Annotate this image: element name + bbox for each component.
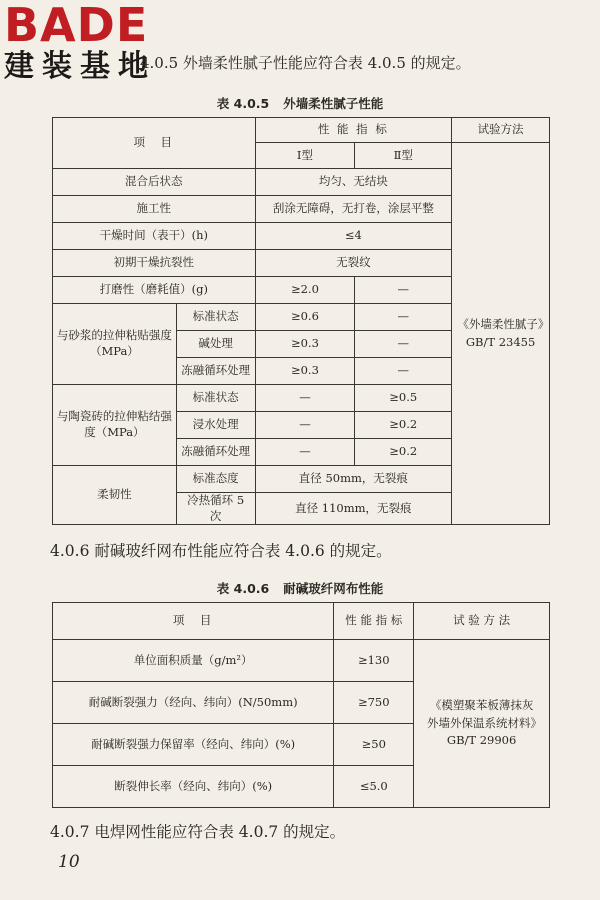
row-value: ≤4 bbox=[255, 223, 452, 250]
row-value: ≤5.0 bbox=[334, 766, 414, 808]
table-4-0-5 bbox=[52, 117, 550, 525]
header-item: 项 目 bbox=[53, 603, 334, 640]
header-type-1: Ⅰ型 bbox=[255, 143, 355, 169]
group-label: 柔韧性 bbox=[53, 466, 177, 525]
row-type-1: — bbox=[255, 412, 355, 439]
row-value: 刮涂无障碍，无打卷，涂层平整 bbox=[255, 196, 452, 223]
row-type-1: ≥0.3 bbox=[255, 331, 355, 358]
row-item: 初期干燥抗裂性 bbox=[53, 250, 256, 277]
row-type-2: — bbox=[355, 304, 452, 331]
row-value: ≥750 bbox=[334, 682, 414, 724]
row-type-2: ≥0.5 bbox=[355, 385, 452, 412]
row-value: 直径 50mm，无裂痕 bbox=[255, 466, 452, 493]
row-type-1: ≥0.6 bbox=[255, 304, 355, 331]
row-item: 单位面积质量（g/m²） bbox=[53, 640, 334, 682]
row-item: 干燥时间（表干）(h) bbox=[53, 223, 256, 250]
clause-4-0-5: 4.0.5 外墙柔性腻子性能应符合表 4.0.5 的规定。 bbox=[140, 54, 471, 72]
group-condition: 标准态度 bbox=[176, 466, 255, 493]
row-value: 无裂纹 bbox=[255, 250, 452, 277]
table-title: 耐碱玻纤网布性能 bbox=[283, 581, 384, 596]
group-condition: 标准状态 bbox=[176, 304, 255, 331]
page-number: 10 bbox=[58, 852, 80, 872]
header-indicator: 性 能 指 标 bbox=[334, 603, 414, 640]
row-item: 打磨性（磨耗值）(g) bbox=[53, 277, 256, 304]
test-method-cell: 《模塑聚苯板薄抹灰外墙外保温系统材料》GB/T 29906 bbox=[414, 640, 550, 808]
table-title: 外墙柔性腻子性能 bbox=[283, 96, 384, 111]
row-value: 均匀、无结块 bbox=[255, 169, 452, 196]
clause-4-0-7: 4.0.7 电焊网性能应符合表 4.0.7 的规定。 bbox=[50, 823, 346, 841]
group-label: 与砂浆的拉伸粘贴强度（MPa） bbox=[53, 304, 177, 385]
table-4-0-6 bbox=[52, 602, 550, 808]
group-condition: 冻融循环处理 bbox=[176, 358, 255, 385]
row-type-1: — bbox=[255, 439, 355, 466]
header-method: 试 验 方 法 bbox=[414, 603, 550, 640]
row-item: 耐碱断裂强力（经向、纬向）(N/50mm) bbox=[53, 682, 334, 724]
brand-logo bbox=[4, 2, 156, 84]
header-method: 试验方法 bbox=[452, 118, 550, 143]
group-condition: 冻融循环处理 bbox=[176, 439, 255, 466]
header-item: 项 目 bbox=[53, 118, 256, 169]
header-type-2: Ⅱ型 bbox=[355, 143, 452, 169]
row-type-1: ≥2.0 bbox=[255, 277, 355, 304]
row-type-2: ≥0.2 bbox=[355, 412, 452, 439]
logo-subtitle: 建装基地 bbox=[4, 49, 156, 84]
row-value: ≥50 bbox=[334, 724, 414, 766]
clause-4-0-6: 4.0.6 耐碱玻纤网布性能应符合表 4.0.6 的规定。 bbox=[50, 542, 392, 560]
row-item: 耐碱断裂强力保留率（经向、纬向）(%) bbox=[53, 724, 334, 766]
row-item: 混合后状态 bbox=[53, 169, 256, 196]
row-type-2: ≥0.2 bbox=[355, 439, 452, 466]
row-type-1: — bbox=[255, 385, 355, 412]
row-value: ≥130 bbox=[334, 640, 414, 682]
group-condition: 浸水处理 bbox=[176, 412, 255, 439]
row-type-2: — bbox=[355, 358, 452, 385]
row-type-1: ≥0.3 bbox=[255, 358, 355, 385]
test-method-cell: 《外墙柔性腻子》GB/T 23455 bbox=[452, 143, 550, 525]
row-type-2: — bbox=[355, 277, 452, 304]
table-number: 表 4.0.6 bbox=[216, 581, 270, 596]
group-condition: 碱处理 bbox=[176, 331, 255, 358]
row-value: 直径 110mm，无裂痕 bbox=[255, 493, 452, 525]
row-type-2: — bbox=[355, 331, 452, 358]
table-4-0-5-caption bbox=[0, 94, 600, 112]
header-indicator: 性 能 指 标 bbox=[255, 118, 452, 143]
row-item: 断裂伸长率（经向、纬向）(%) bbox=[53, 766, 334, 808]
group-condition: 冷热循环 5 次 bbox=[176, 493, 255, 525]
group-condition: 标准状态 bbox=[176, 385, 255, 412]
table-4-0-6-caption bbox=[0, 579, 600, 597]
row-item: 施工性 bbox=[53, 196, 256, 223]
group-label: 与陶瓷砖的拉伸粘结强度（MPa） bbox=[53, 385, 177, 466]
table-number: 表 4.0.5 bbox=[216, 96, 270, 111]
logo-wordmark: BADE bbox=[4, 0, 149, 52]
